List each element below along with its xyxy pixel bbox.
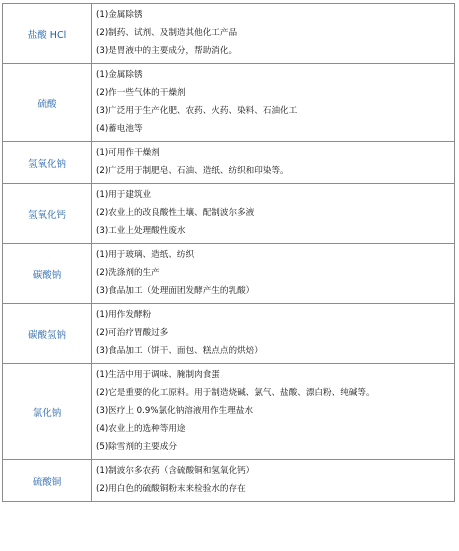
substance-name: 盐酸 HCl bbox=[3, 4, 92, 64]
table-row bbox=[3, 184, 455, 244]
substance-uses bbox=[92, 460, 455, 502]
use-item: (4)蓄电池等 bbox=[96, 124, 143, 134]
substance-uses bbox=[92, 244, 455, 304]
use-item: (2)制药、试剂、及制造其他化工产品 bbox=[96, 28, 238, 38]
use-item: (1)可用作干燥剂 bbox=[96, 148, 160, 158]
table-row bbox=[3, 304, 455, 364]
use-item: (1)用于玻璃、造纸、纺织 bbox=[96, 250, 195, 260]
substance-uses bbox=[92, 64, 455, 142]
use-item: (3)工业上处理酸性废水 bbox=[96, 226, 186, 236]
use-item: (1)金属除锈 bbox=[96, 70, 143, 80]
use-item: (2)用白色的硫酸铜粉末来检验水的存在 bbox=[96, 484, 246, 494]
table-row bbox=[3, 142, 455, 184]
table-body bbox=[3, 4, 455, 502]
substance-uses-table bbox=[2, 3, 455, 502]
substance-name: 碳酸氢钠 bbox=[3, 304, 92, 364]
use-item: (3)医疗上 0.9%氯化钠溶液用作生理盐水 bbox=[96, 406, 254, 416]
use-item: (2)可治疗胃酸过多 bbox=[96, 328, 169, 338]
use-item: (5)除雪剂的主要成分 bbox=[96, 442, 177, 452]
use-item: (3)食品加工（饼干、面包、糕点点的烘焙） bbox=[96, 346, 263, 356]
table-row bbox=[3, 4, 455, 64]
use-item: (1)金属除锈 bbox=[96, 10, 143, 20]
use-item: (1)用于建筑业 bbox=[96, 190, 152, 200]
substance-name: 氢氧化钠 bbox=[3, 142, 92, 184]
use-item: (1)用作发酵粉 bbox=[96, 310, 152, 320]
table-row bbox=[3, 244, 455, 304]
use-item: (2)广泛用于制肥皂、石油、造纸、纺织和印染等。 bbox=[96, 166, 289, 176]
use-item: (3)食品加工（处理面团发酵产生的乳酸） bbox=[96, 286, 255, 296]
table-row bbox=[3, 364, 455, 460]
use-item: (2)洗涤剂的生产 bbox=[96, 268, 160, 278]
substance-name: 硫酸 bbox=[3, 64, 92, 142]
use-item: (1)制波尔多农药（含硫酸铜和氢氧化钙） bbox=[96, 466, 255, 476]
substance-uses bbox=[92, 364, 455, 460]
use-item: (1)生活中用于调味、腌制肉食蛋 bbox=[96, 370, 220, 380]
use-item: (2)它是重要的化工原料。用于制造烧碱、氯气、盐酸、漂白粉、纯碱等。 bbox=[96, 388, 375, 398]
substance-name: 碳酸钠 bbox=[3, 244, 92, 304]
substance-name: 氢氧化钙 bbox=[3, 184, 92, 244]
substance-name: 氯化钠 bbox=[3, 364, 92, 460]
substance-uses bbox=[92, 142, 455, 184]
table-row bbox=[3, 64, 455, 142]
substance-uses bbox=[92, 4, 455, 64]
uses-table-container bbox=[2, 3, 455, 502]
use-item: (2)农业上的改良酸性土壤、配制波尔多液 bbox=[96, 208, 255, 218]
table-row bbox=[3, 460, 455, 502]
use-item: (2)作一些气体的干燥剂 bbox=[96, 88, 186, 98]
substance-uses bbox=[92, 304, 455, 364]
use-item: (4)农业上的选种等用途 bbox=[96, 424, 186, 434]
use-item: (3)是胃液中的主要成分，帮助消化。 bbox=[96, 46, 238, 56]
substance-name: 硫酸铜 bbox=[3, 460, 92, 502]
use-item: (3)广泛用于生产化肥、农药、火药、染料、石油化工 bbox=[96, 106, 298, 116]
substance-uses bbox=[92, 184, 455, 244]
